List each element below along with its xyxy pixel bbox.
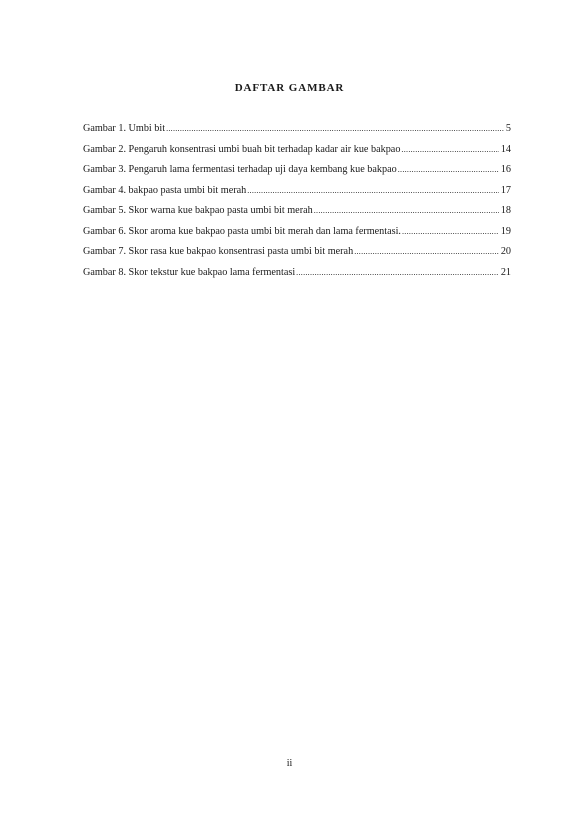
entry-page-number: 16 [500, 164, 511, 175]
entry-label: Gambar 5. Skor warna kue bakpao pasta umbi bit merah [83, 205, 313, 216]
entry-label: Gambar 3. Pengaruh lama fermentasi terhadap uji daya kembang kue bakpao [83, 164, 397, 175]
figure-list [83, 122, 511, 286]
dot-leader [166, 122, 504, 136]
entry-page-number: 17 [500, 184, 511, 196]
list-item [83, 245, 511, 266]
entry-label: Gambar 1. Umbi bit [83, 123, 166, 134]
entry-page-number: 19 [500, 225, 511, 237]
dot-leader [402, 225, 499, 239]
page-number: ii [286, 758, 293, 769]
entry-page-number: 21 [500, 266, 511, 278]
list-item [83, 225, 511, 246]
dot-leader [354, 245, 499, 259]
entry-label: Gambar 6. Skor aroma kue bakpao pasta umbi bit merah dan lama fermentasi. [83, 225, 401, 237]
entry-page-number: 18 [500, 205, 511, 216]
list-item [83, 122, 511, 143]
entry-label: Gambar 2. Pengaruh konsentrasi umbi buah bit terhadap kadar air kue bakpao [83, 143, 401, 155]
dot-leader [314, 204, 499, 218]
entry-label: Gambar 4. bakpao pasta umbi bit merah [83, 184, 247, 196]
list-item [83, 204, 511, 225]
entry-page-number: 14 [500, 143, 511, 155]
entry-page-number: 5 [505, 123, 511, 134]
entry-label: Gambar 7. Skor rasa kue bakpao konsentrasi pasta umbi bit merah [83, 246, 354, 257]
dot-leader [296, 266, 499, 280]
entry-page-number: 20 [500, 246, 511, 257]
list-item [83, 184, 511, 205]
entry-label: Gambar 8. Skor tekstur kue bakpao lama fermentasi [83, 266, 296, 278]
page-title: DAFTAR GAMBAR [234, 82, 345, 94]
list-item [83, 266, 511, 287]
dot-leader [247, 184, 499, 198]
list-item [83, 163, 511, 184]
dot-leader [398, 163, 499, 177]
dot-leader [401, 143, 498, 157]
list-item [83, 143, 511, 164]
